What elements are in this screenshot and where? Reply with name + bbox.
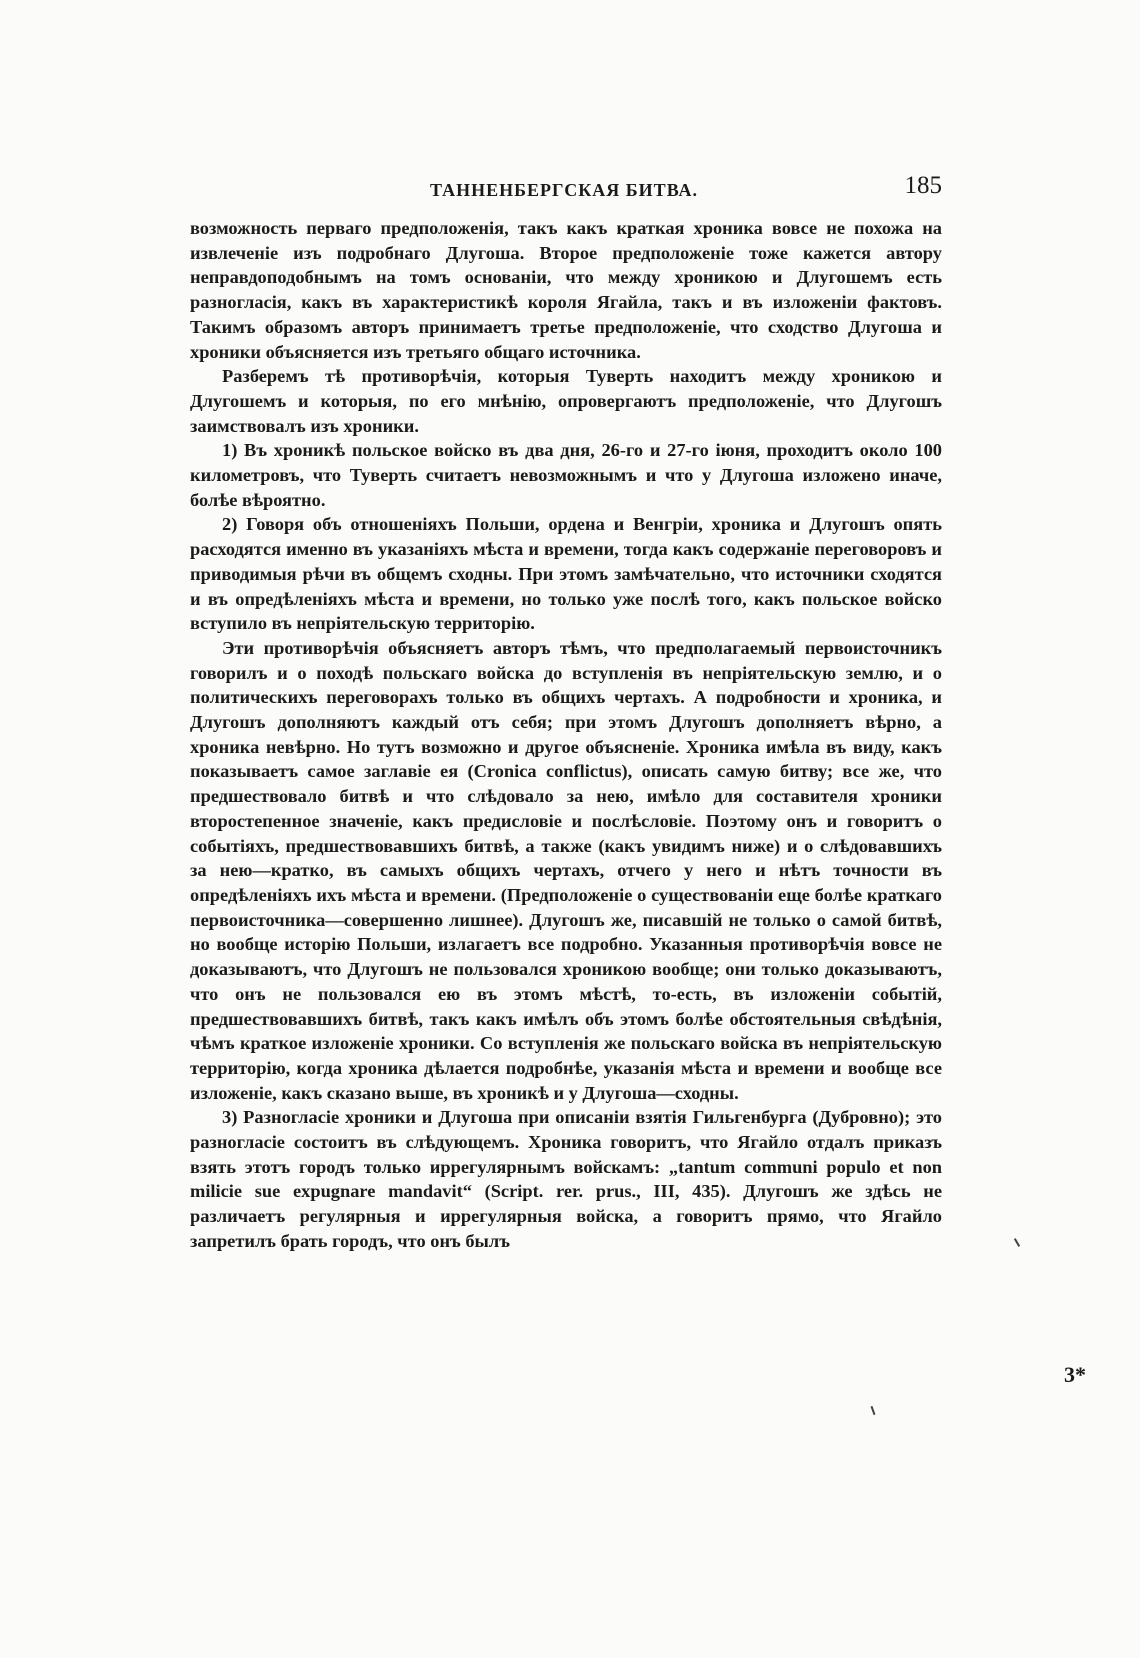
document-page xyxy=(190,170,942,1254)
signature-mark: 3* xyxy=(1064,1362,1086,1387)
running-title: ТАННЕНБЕРГСКАЯ БИТВА. xyxy=(430,180,699,200)
page-number: 185 xyxy=(904,172,942,199)
paragraph-point-1: 1) Въ хроникѣ польское войско въ два дня, 26-го и 27-го іюня, проходитъ около 100 километровъ, что Туверть считаетъ невозможнымъ и что у Длугоша изложено иначе, болѣе вѣроятно. xyxy=(190,440,942,510)
stray-mark xyxy=(1014,1238,1020,1247)
stray-mark xyxy=(871,1406,876,1415)
paragraph-contradictions-intro: Разберемъ тѣ противорѣчія, которыя Туверть находитъ между хроникою и Длугошемъ и которыя, по его мнѣнію, опровергаютъ предположеніе, что Длугошъ заимствовалъ изъ хроники. xyxy=(190,366,942,436)
paragraph-point-3: 3) Разногласіе хроники и Длугоша при описаніи взятія Гильгенбурга (Дубровно); это разногласіе состоитъ въ слѣдующемъ. Хроника говоритъ, что Ягайло отдалъ приказъ взять этотъ городъ только иррегулярнымъ войскамъ: „tantum communi populo et non milicie sue expugnare mandavit“ (Script. rer. prus., III, 435). Длугошъ же здѣсь не различаетъ регулярныя и иррегулярныя войска, а говоритъ прямо, что Ягайло запретилъ брать городъ, что онъ былъ xyxy=(190,1107,942,1251)
running-head xyxy=(190,170,942,210)
paragraph-continuation: возможность перваго предположенія, такъ какъ краткая хроника вовсе не похожа на извлеченіе изъ подробнаго Длугоша. Второе предположеніе тоже кажется автору неправдоподобнымъ на томъ основаніи, что между хроникою и Длугошемъ есть разногласія, какъ въ характеристикѣ короля Ягайла, такъ и въ изложеніи фактовъ. Такимъ образомъ авторъ принимаетъ третье предположеніе, что сходство Длугоша и хроники объясняется изъ третьяго общаго источника. xyxy=(190,218,942,362)
body-text xyxy=(190,216,942,1254)
paragraph-explanation: Эти противорѣчія объясняетъ авторъ тѣмъ, что предполагаемый первоисточникъ говорилъ и о походѣ польскаго войска до вступленія въ непріятельскую землю, и о политическихъ переговорахъ только въ общихъ чертахъ. А подробности и хроника, и Длугошъ дополняютъ каждый отъ себя; при этомъ Длугошъ дополняетъ вѣрно, а хроника невѣрно. Но тутъ возможно и другое объясненіе. Хроника имѣла въ виду, какъ показываетъ самое заглавіе ея (Cronica conflictus), описать самую битву; все же, что предшествовало битвѣ и что слѣдовало за нею, имѣло для составителя хроники второстепенное значеніе, какъ предисловіе и послѣсловіе. Поэтому онъ и говоритъ о событіяхъ, предшествовавшихъ битвѣ, а также (какъ увидимъ ниже) и о слѣдовавшихъ за нею—кратко, въ самыхъ общихъ чертахъ, отчего у него и нѣтъ точности въ опредѣленіяхъ ихъ мѣста и времени. (Предположеніе о существованіи еще болѣе краткаго первоисточника—совершенно лишнее). Длугошъ же, писавшій не только о самой битвѣ, но вообще исторію Польши, излагаетъ все подробно. Указанныя противорѣчія вовсе не доказываютъ, что Длугошъ не пользовался хроникою вообще; они только доказываютъ, что онъ не пользовался ею въ этомъ мѣстѣ, то-есть, въ изложеніи событій, предшествовавшихъ битвѣ, такъ какъ имѣлъ объ этомъ болѣе обстоятельныя свѣдѣнія, чѣмъ краткое изложеніе хроники. Со вступленія же польскаго войска въ непріятельскую территорію, когда хроника дѣлается подробнѣе, указанія мѣста и времени и вообще все изложеніе, какъ сказано выше, въ хроникѣ и у Длугоша—сходны. xyxy=(190,637,942,1103)
paragraph-point-2: 2) Говоря объ отношеніяхъ Польши, ордена и Венгріи, хроника и Длугошъ опять расходятся именно въ указаніяхъ мѣста и времени, тогда какъ содержаніе переговоровъ и приводимыя рѣчи въ общемъ сходны. При этомъ замѣчательно, что источники сходятся и въ опредѣленіяхъ мѣста и времени, но только уже послѣ того, какъ польское войско вступило въ непріятельскую территорію. xyxy=(190,514,942,634)
